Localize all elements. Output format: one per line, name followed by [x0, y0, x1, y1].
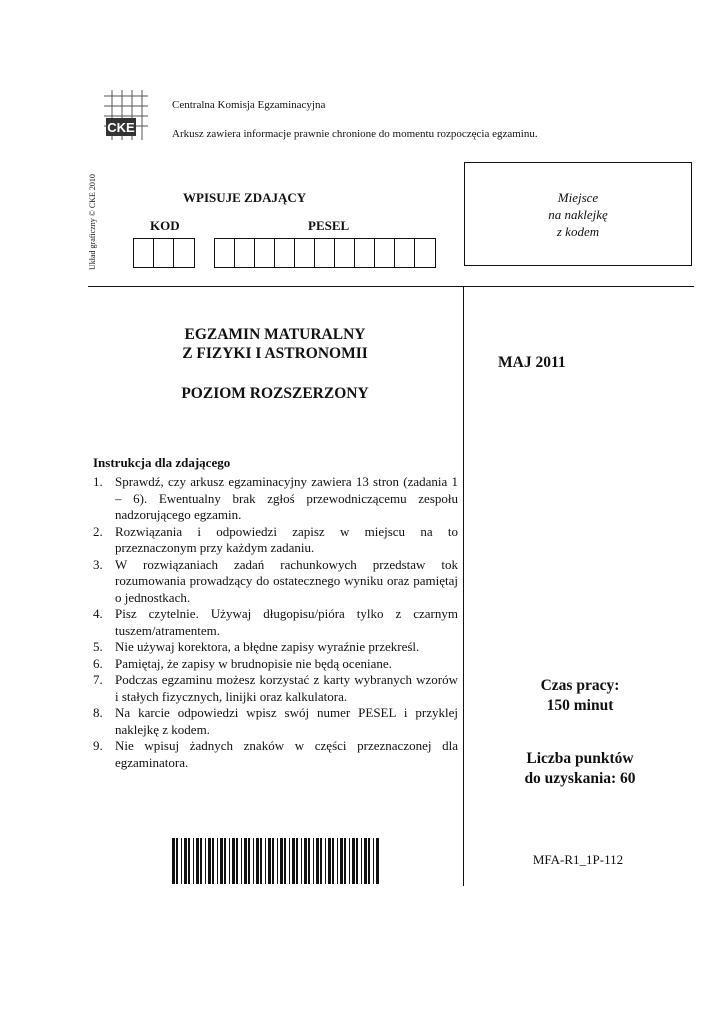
barcode-bar	[284, 838, 286, 884]
barcode-bar	[224, 838, 226, 884]
exam-code: MFA-R1_1P-112	[532, 852, 624, 867]
barcode-bar	[332, 838, 334, 884]
instructions-heading: Instrukcja dla zdającego	[93, 455, 231, 470]
points-label: Liczba punktów	[526, 750, 634, 767]
barcode-bar	[212, 838, 214, 884]
cke-logo	[100, 88, 152, 144]
barcode-bar	[325, 838, 326, 884]
barcode-bar	[244, 838, 247, 884]
barcode-bar	[229, 838, 230, 884]
list-item: 6. Pamiętaj, że zapisy w brudnopisie nie będą oceniane.	[93, 655, 392, 671]
barcode-bar	[217, 838, 218, 884]
barcode-bar	[208, 838, 211, 884]
time-value: 150 minut	[546, 697, 614, 714]
list-item: 2. Rozwiązania i odpowiedzi zapisz w miejscu na to przeznaczonym przy każdym zadaniu.	[93, 523, 458, 555]
barcode-bar	[289, 838, 290, 884]
pesel-digit-box[interactable]	[215, 239, 235, 267]
barcode-bar	[308, 838, 310, 884]
barcode-bar	[200, 838, 202, 884]
barcode-bar	[320, 838, 322, 884]
barcode-bar	[328, 838, 331, 884]
barcode-bar	[268, 838, 271, 884]
pesel-digit-box[interactable]	[275, 239, 295, 267]
horizontal-divider	[88, 286, 694, 287]
barcode-bar	[196, 838, 199, 884]
sticker-line: z kodem	[556, 224, 600, 239]
list-item: 8. Na karcie odpowiedzi wpisz swój numer PESEL i przyklej naklejkę z kodem.	[93, 705, 458, 737]
barcode-bar	[352, 838, 355, 884]
list-item: 9. Nie wpisuj żadnych znaków w części przeznaczonej dla egzaminatora.	[93, 738, 458, 770]
barcode-bar	[265, 838, 266, 884]
pesel-digit-box[interactable]	[315, 239, 335, 267]
time-label: Czas pracy:	[540, 677, 620, 694]
barcode-bar	[304, 838, 307, 884]
sticker-line: na naklejkę	[548, 207, 608, 222]
pesel-digit-box[interactable]	[375, 239, 395, 267]
pesel-digit-box[interactable]	[235, 239, 255, 267]
barcode-bar	[188, 838, 190, 884]
kod-digit-box[interactable]	[134, 239, 154, 267]
barcode-bar	[349, 838, 350, 884]
kod-input-boxes[interactable]	[133, 238, 195, 268]
pesel-digit-box[interactable]	[395, 239, 415, 267]
list-item: 3. W rozwiązaniach zadań rachunkowych przedstaw tok rozumowania prowadzący do ostatecznego wyniku oraz pamiętaj o jednostkach.	[93, 556, 458, 605]
pesel-input-boxes[interactable]	[214, 238, 436, 268]
barcode-bar	[193, 838, 194, 884]
pesel-digit-box[interactable]	[335, 239, 355, 267]
barcode-bar	[364, 838, 367, 884]
kod-digit-box[interactable]	[174, 239, 194, 267]
instructions-list	[93, 474, 458, 771]
confidentiality-notice: Arkusz zawiera informacje prawnie chronione do momentu rozpoczęcia egzaminu.	[172, 128, 538, 140]
institution-name: Centralna Komisja Egzaminacyjna	[172, 99, 326, 111]
barcode-bar	[236, 838, 238, 884]
barcode-bar	[280, 838, 283, 884]
barcode-bar	[260, 838, 262, 884]
list-item: 4. Pisz czytelnie. Używaj długopisu/pióra tylko z czarnym tuszem/atramentem.	[93, 606, 458, 638]
barcode-bar	[373, 838, 374, 884]
barcode-bar	[277, 838, 278, 884]
barcode-bar	[301, 838, 302, 884]
sticker-line: Miejsce	[557, 190, 599, 205]
pesel-digit-box[interactable]	[415, 239, 435, 267]
pesel-label: PESEL	[308, 218, 350, 233]
pesel-digit-box[interactable]	[355, 239, 375, 267]
copyright-note: Układ graficzny © CKE 2010	[88, 174, 97, 270]
barcode-bar	[344, 838, 346, 884]
list-item: 1. Sprawdź, czy arkusz egzaminacyjny zawiera 13 stron (zadania 1 – 6). Ewentualny brak zgłoś przewodniczącemu zespołu nadzorującego egzamin.	[93, 474, 458, 522]
barcode-bar	[296, 838, 298, 884]
barcode-bar	[256, 838, 259, 884]
exam-level: POZIOM ROZSZERZONY	[181, 385, 369, 402]
barcode-bar	[241, 838, 242, 884]
pesel-digit-box[interactable]	[295, 239, 315, 267]
barcode	[172, 838, 380, 884]
barcode-bar	[184, 838, 187, 884]
exam-subject: Z FIZYKI I ASTRONOMII	[182, 345, 368, 362]
barcode-bar	[356, 838, 358, 884]
points-value: do uzyskania: 60	[524, 770, 636, 787]
barcode-bar	[181, 838, 182, 884]
barcode-bar	[220, 838, 223, 884]
list-item: 7. Podczas egzaminu możesz korzystać z karty wybranych wzorów i stałych fizycznych, linijki oraz kalkulatora.	[93, 672, 458, 704]
vertical-divider	[463, 286, 464, 886]
sticker-area	[464, 162, 692, 266]
exam-title: EGZAMIN MATURALNY	[184, 326, 366, 343]
barcode-bar	[292, 838, 295, 884]
barcode-bar	[176, 838, 178, 884]
list-item: 5. Nie używaj korektora, a błędne zapisy wyraźnie przekreśl.	[93, 639, 420, 654]
barcode-bar	[272, 838, 274, 884]
barcode-bar	[376, 838, 379, 884]
kod-label: KOD	[150, 218, 180, 233]
kod-digit-box[interactable]	[154, 239, 174, 267]
barcode-bar	[253, 838, 254, 884]
barcode-bar	[316, 838, 319, 884]
barcode-bar	[205, 838, 206, 884]
logo-text: CKE	[107, 120, 135, 135]
barcode-bar	[368, 838, 370, 884]
candidate-heading: WPISUJE ZDAJĄCY	[183, 190, 307, 205]
barcode-bar	[313, 838, 314, 884]
barcode-bar	[337, 838, 338, 884]
barcode-bar	[340, 838, 343, 884]
exam-date: MAJ 2011	[498, 354, 566, 371]
barcode-bar	[172, 838, 175, 884]
pesel-digit-box[interactable]	[255, 239, 275, 267]
barcode-bar	[361, 838, 362, 884]
barcode-bar	[248, 838, 250, 884]
barcode-bar	[232, 838, 235, 884]
